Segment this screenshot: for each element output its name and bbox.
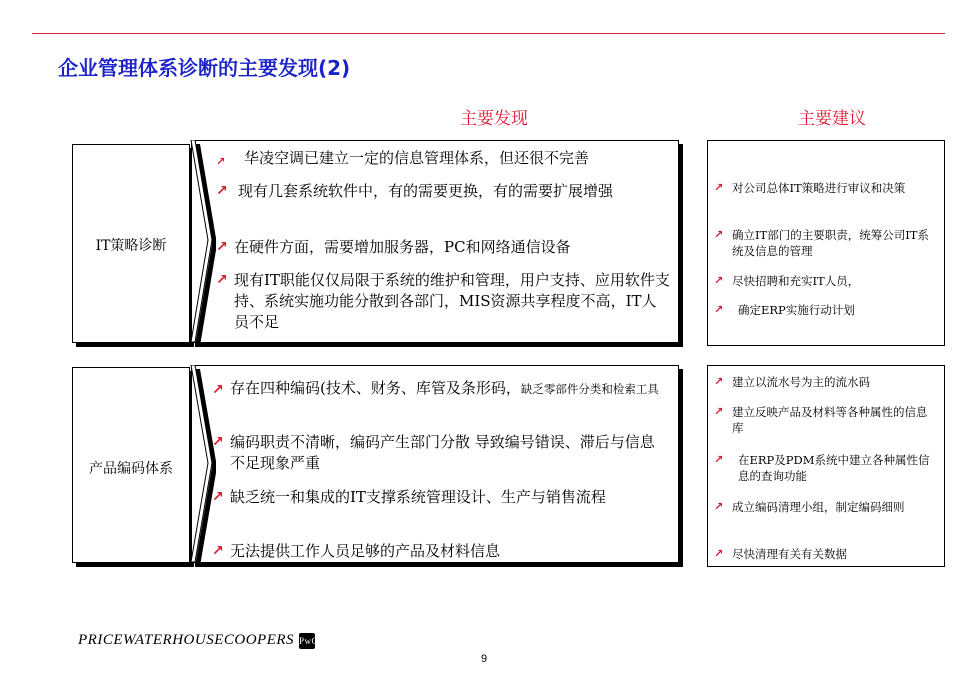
north-east-arrow-icon: ↗: [212, 543, 224, 559]
finding-note-text: 缺乏零部件分类和检索工具: [520, 382, 659, 396]
recommendation-text: 建立反映产品及材料等各种属性的信息库: [732, 405, 928, 435]
page-title: 企业管理体系诊断的主要发现(2): [58, 56, 351, 80]
recommendation-item: [714, 404, 936, 436]
recommendation-text: 尽快招聘和充实IT人员，: [732, 274, 860, 288]
chevron-arrow-icon: [176, 140, 216, 350]
section-label: IT策略诊断: [95, 238, 167, 254]
recommendation-text: 建立以流水号为主的流水码: [732, 375, 870, 389]
north-east-arrow-icon: ↗: [714, 303, 724, 316]
north-east-arrow-icon: ↗: [714, 547, 724, 560]
recommendation-item: [714, 374, 936, 390]
finding-item: [212, 487, 667, 508]
finding-item: [216, 270, 671, 333]
finding-main-text: 存在四种编码(技术、财务、库管及条形码，: [230, 379, 521, 397]
recommendation-text: 尽快清理有关有关数据: [732, 547, 847, 561]
finding-text: 缺乏统一和集成的IT支撑系统管理设计、生产与销售流程: [230, 488, 606, 506]
north-east-arrow-icon: ↗: [714, 453, 724, 466]
north-east-arrow-icon: ↗: [212, 382, 224, 398]
chevron-arrow-icon: [176, 365, 216, 570]
finding-text: 无法提供工作人员足够的产品及材料信息: [230, 542, 501, 560]
finding-item: [212, 432, 667, 474]
recommendation-item: [714, 180, 936, 196]
logo-mark-icon: PwC: [299, 633, 315, 649]
recommendations-header: 主要建议: [798, 109, 866, 129]
recommendation-item: [714, 452, 936, 484]
company-logo: [78, 632, 319, 649]
recommendation-item: [714, 273, 936, 289]
recommendation-item: [714, 546, 936, 562]
recommendation-text: 成立编码清理小组，制定编码细则: [732, 500, 905, 514]
north-east-arrow-icon: ↗: [216, 155, 226, 168]
logo-text: PRICEWATERHOUSECOOPERS: [78, 632, 295, 648]
north-east-arrow-icon: ↗: [714, 405, 724, 418]
north-east-arrow-icon: ↗: [216, 239, 228, 255]
finding-text: 在硬件方面，需要增加服务器，PC和网络通信设备: [234, 238, 571, 256]
top-rule: [32, 33, 945, 34]
north-east-arrow-icon: ↗: [714, 500, 724, 513]
recommendation-text: 确立IT部门的主要职责，统筹公司IT系统及信息的管理: [732, 228, 929, 258]
north-east-arrow-icon: ↗: [212, 434, 224, 450]
section-label-box: [72, 367, 190, 563]
finding-text: 现有IT职能仅仅局限于系统的维护和管理，用户支持、应用软件支持、系统实施功能分散到各部门，MIS资源共享程度不高，IT人员不足: [234, 271, 670, 331]
recommendation-text: 在ERP及PDM系统中建立各种属性信息的查询功能: [738, 453, 930, 483]
north-east-arrow-icon: ↗: [212, 489, 224, 505]
finding-text: 华凌空调已建立一定的信息管理体系，但还很不完善: [244, 149, 590, 167]
north-east-arrow-icon: ↗: [714, 181, 724, 194]
section-label: 产品编码体系: [89, 461, 173, 477]
north-east-arrow-icon: ↗: [216, 272, 228, 288]
north-east-arrow-icon: ↗: [714, 274, 724, 287]
findings-header: 主要发现: [460, 109, 528, 129]
recommendation-text: 对公司总体IT策略进行审议和决策: [732, 181, 906, 195]
section-label-box: [72, 144, 190, 343]
recommendation-item: [714, 302, 936, 318]
recommendation-item: [714, 499, 936, 515]
north-east-arrow-icon: ↗: [714, 375, 724, 388]
finding-text: 现有几套系统软件中，有的需要更换，有的需要扩展增强: [238, 182, 614, 200]
finding-item: [216, 181, 678, 202]
finding-text: 编码职责不清晰，编码产生部门分散 导致编号错误、滞后与信息不足现象严重: [230, 433, 655, 472]
north-east-arrow-icon: ↗: [216, 183, 228, 199]
finding-item: [212, 541, 667, 562]
finding-item: [212, 380, 667, 401]
recommendation-item: [714, 227, 936, 259]
finding-text: [230, 380, 659, 397]
finding-item: [216, 237, 671, 258]
north-east-arrow-icon: ↗: [714, 228, 724, 241]
finding-item: [216, 148, 671, 172]
page-number: 9: [481, 653, 488, 665]
recommendation-text: 确定ERP实施行动计划: [738, 303, 855, 317]
